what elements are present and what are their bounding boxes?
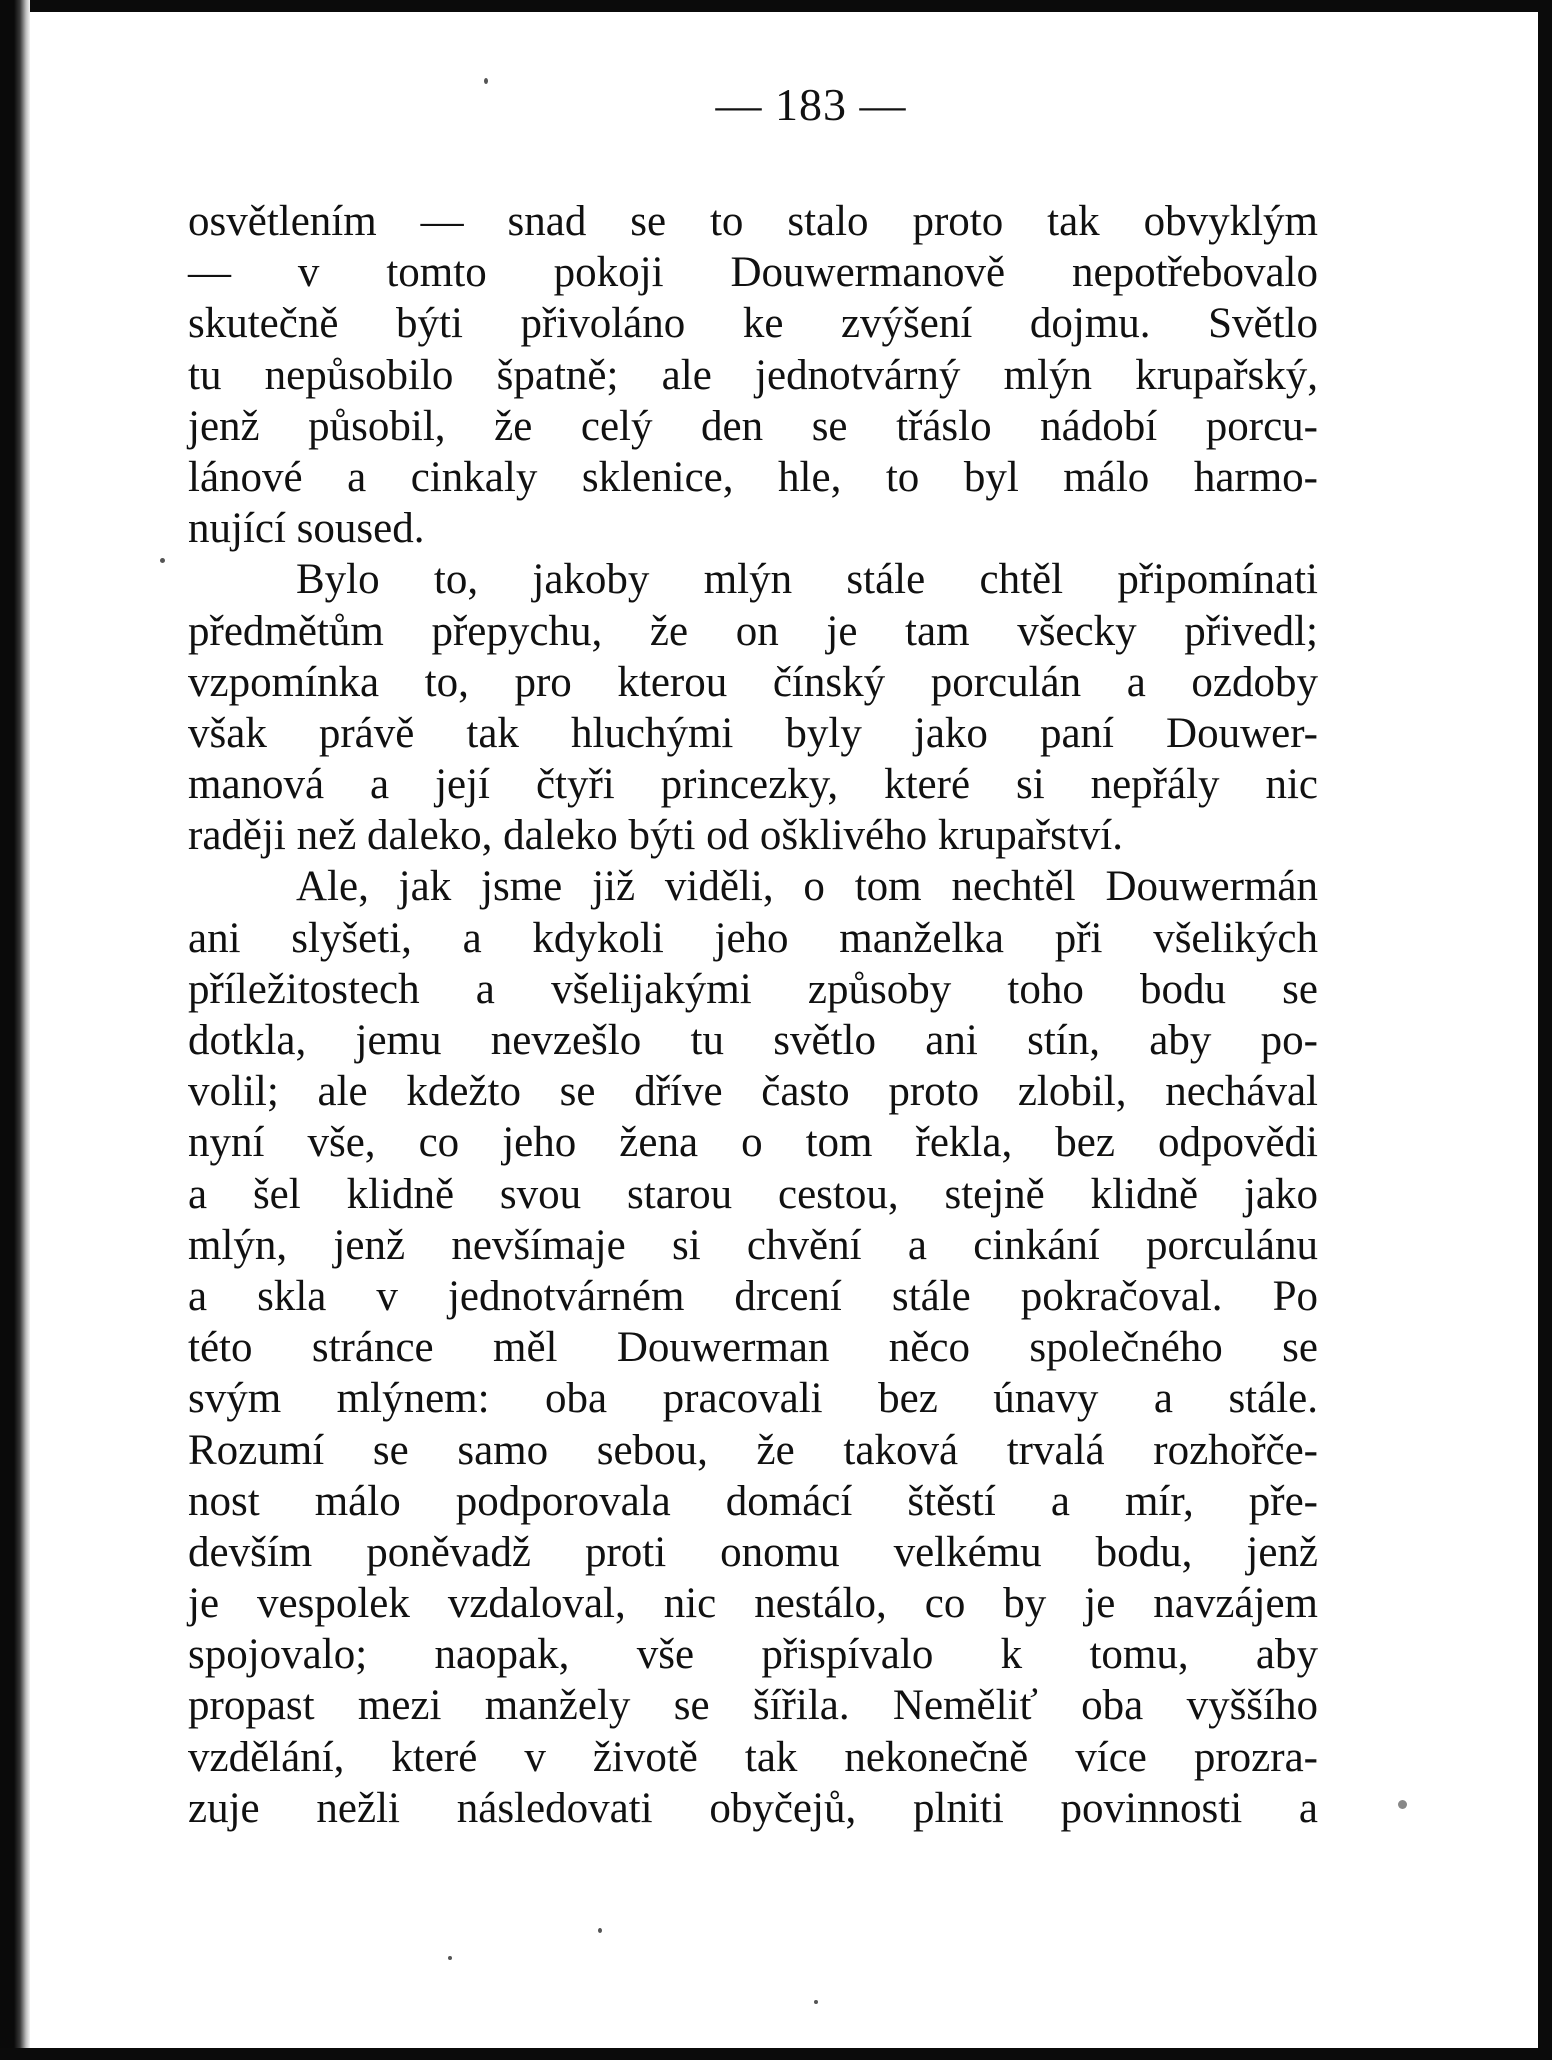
text-line: svým mlýnem: oba pracovali bez únavy a stále. (188, 1375, 1318, 1423)
text-line: však právě tak hluchými byly jako paní Douwer- (188, 709, 1318, 757)
text-line: nující soused. (188, 505, 425, 553)
text-line: Ale, jak jsme již viděli, o tom nechtěl Douwermán (296, 863, 1318, 911)
text-line: a šel klidně svou starou cestou, stejně klidně jako (188, 1170, 1318, 1218)
text-line: tu nepůsobilo špatně; ale jednotvárný mlýn krupařský, (188, 351, 1318, 399)
scan-edge-right (1538, 0, 1552, 2060)
text-line: a skla v jednotvárném drcení stále pokračoval. Po (188, 1272, 1318, 1320)
text-line: příležitostech a všelijakými způsoby toho bodu se (188, 965, 1318, 1013)
text-line: této stránce měl Douwerman něco společného se (188, 1324, 1318, 1372)
text-line: propast mezi manžely se šířila. Neměliť oba vyššího (188, 1682, 1318, 1730)
text-line: raději než daleko, daleko býti od ošklivého krupařství. (188, 812, 1123, 860)
text-line: Rozumí se samo sebou, že taková trvalá rozhořče- (188, 1426, 1318, 1474)
scan-edge-top (0, 0, 1552, 12)
text-line: osvětlením — snad se to stalo proto tak obvyklým (188, 198, 1318, 245)
text-line: manová a její čtyři princezky, které si nepřály nic (188, 761, 1318, 809)
text-line: Bylo to, jakoby mlýn stále chtěl připomínati (296, 556, 1318, 604)
text-line: zuje nežli následovati obyčejů, plniti povinnosti a (188, 1784, 1318, 1832)
body-text (188, 196, 1318, 1834)
dust-speck (814, 2000, 818, 2004)
book-spine-edge (0, 0, 30, 2060)
text-line: nyní vše, co jeho žena o tom řekla, bez odpovědi (188, 1119, 1318, 1167)
text-line: skutečně býti přivoláno ke zvýšení dojmu. Světlo (188, 300, 1318, 348)
dust-speck (448, 1956, 452, 1960)
text-line: jenž působil, že celý den se třáslo nádobí porcu- (188, 402, 1318, 450)
text-line: ani slyšeti, a kdykoli jeho manželka při všelikých (188, 914, 1318, 962)
text-line: spojovalo; naopak, vše přispívalo k tomu, aby (188, 1631, 1318, 1679)
text-line: mlýn, jenž nevšímaje si chvění a cinkání porculánu (188, 1221, 1318, 1269)
text-line: vzpomínka to, pro kterou čínský porculán a ozdoby (188, 658, 1318, 706)
text-line: vzdělání, které v životě tak nekonečně více prozra- (188, 1733, 1318, 1781)
scan-edge-bottom (0, 2048, 1552, 2060)
page-number: — 183 — (715, 79, 907, 130)
text-line: je vespolek vzdaloval, nic nestálo, co by je navzájem (188, 1580, 1318, 1628)
text-line: dotkla, jemu nevzešlo tu světlo ani stín, aby po- (188, 1017, 1318, 1064)
text-line: volil; ale kdežto se dříve často proto zlobil, nechával (188, 1068, 1318, 1116)
text-line: lánové a cinkaly sklenice, hle, to byl málo harmo- (188, 453, 1318, 501)
text-line: — v tomto pokoji Douwermanově nepotřebovalo (188, 249, 1318, 297)
dust-speck (160, 558, 165, 563)
text-line: devším poněvadž proti onomu velkému bodu, jenž (188, 1528, 1318, 1576)
dust-speck (1398, 1800, 1407, 1809)
dust-speck (598, 1928, 602, 1933)
text-line: předmětům přepychu, že on je tam všecky přivedl; (188, 607, 1318, 655)
text-line: nost málo podporovala domácí štěstí a mír, pře- (188, 1477, 1318, 1525)
